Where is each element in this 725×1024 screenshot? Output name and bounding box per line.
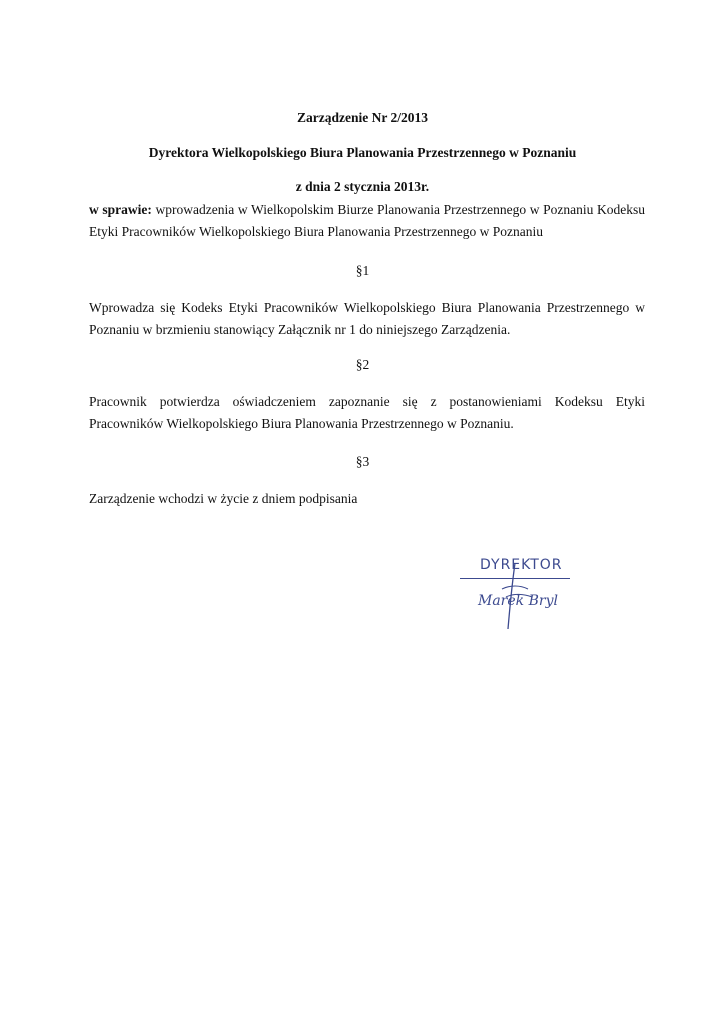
document-issuer: Dyrektora Wielkopolskiego Biura Planowania Przestrzennego w Poznaniu xyxy=(148,145,577,160)
section-3-mark: §3 xyxy=(355,454,370,469)
director-stamp xyxy=(440,545,610,635)
section-2-text: Pracownik potwierdza oświadczeniem zapoznanie się z postanowieniami Kodeksu Etyki Pracowników Wielkopolskiego Biura Planowania Przestrzennego w Poznaniu. xyxy=(89,394,645,431)
document-date: z dnia 2 stycznia 2013r. xyxy=(295,179,430,194)
section-2-mark: §2 xyxy=(355,357,370,372)
subject-lead: w sprawie: xyxy=(89,202,152,217)
subject-paragraph xyxy=(89,199,645,243)
section-3-text: Zarządzenie wchodzi w życie z dniem podpisania xyxy=(89,491,358,506)
subject-text: wprowadzenia w Wielkopolskim Biurze Planowania Przestrzennego w Poznaniu Kodeksu Etyki Pracowników Wielkopolskiego Biura Planowania Przestrzennego w Poznaniu xyxy=(89,202,645,239)
section-1-mark: §1 xyxy=(355,263,370,278)
stamp-name: Marek Bryl xyxy=(478,593,558,609)
signature-scribble-icon xyxy=(440,545,610,635)
document-title: Zarządzenie Nr 2/2013 xyxy=(297,110,428,125)
stamp-title: DYREKTOR xyxy=(480,557,563,573)
section-1-text: Wprowadza się Kodeks Etyki Pracowników Wielkopolskiego Biura Planowania Przestrzennego w Poznaniu w brzmieniu stanowiący Załącznik nr 1 do niniejszego Zarządzenia. xyxy=(89,300,645,337)
